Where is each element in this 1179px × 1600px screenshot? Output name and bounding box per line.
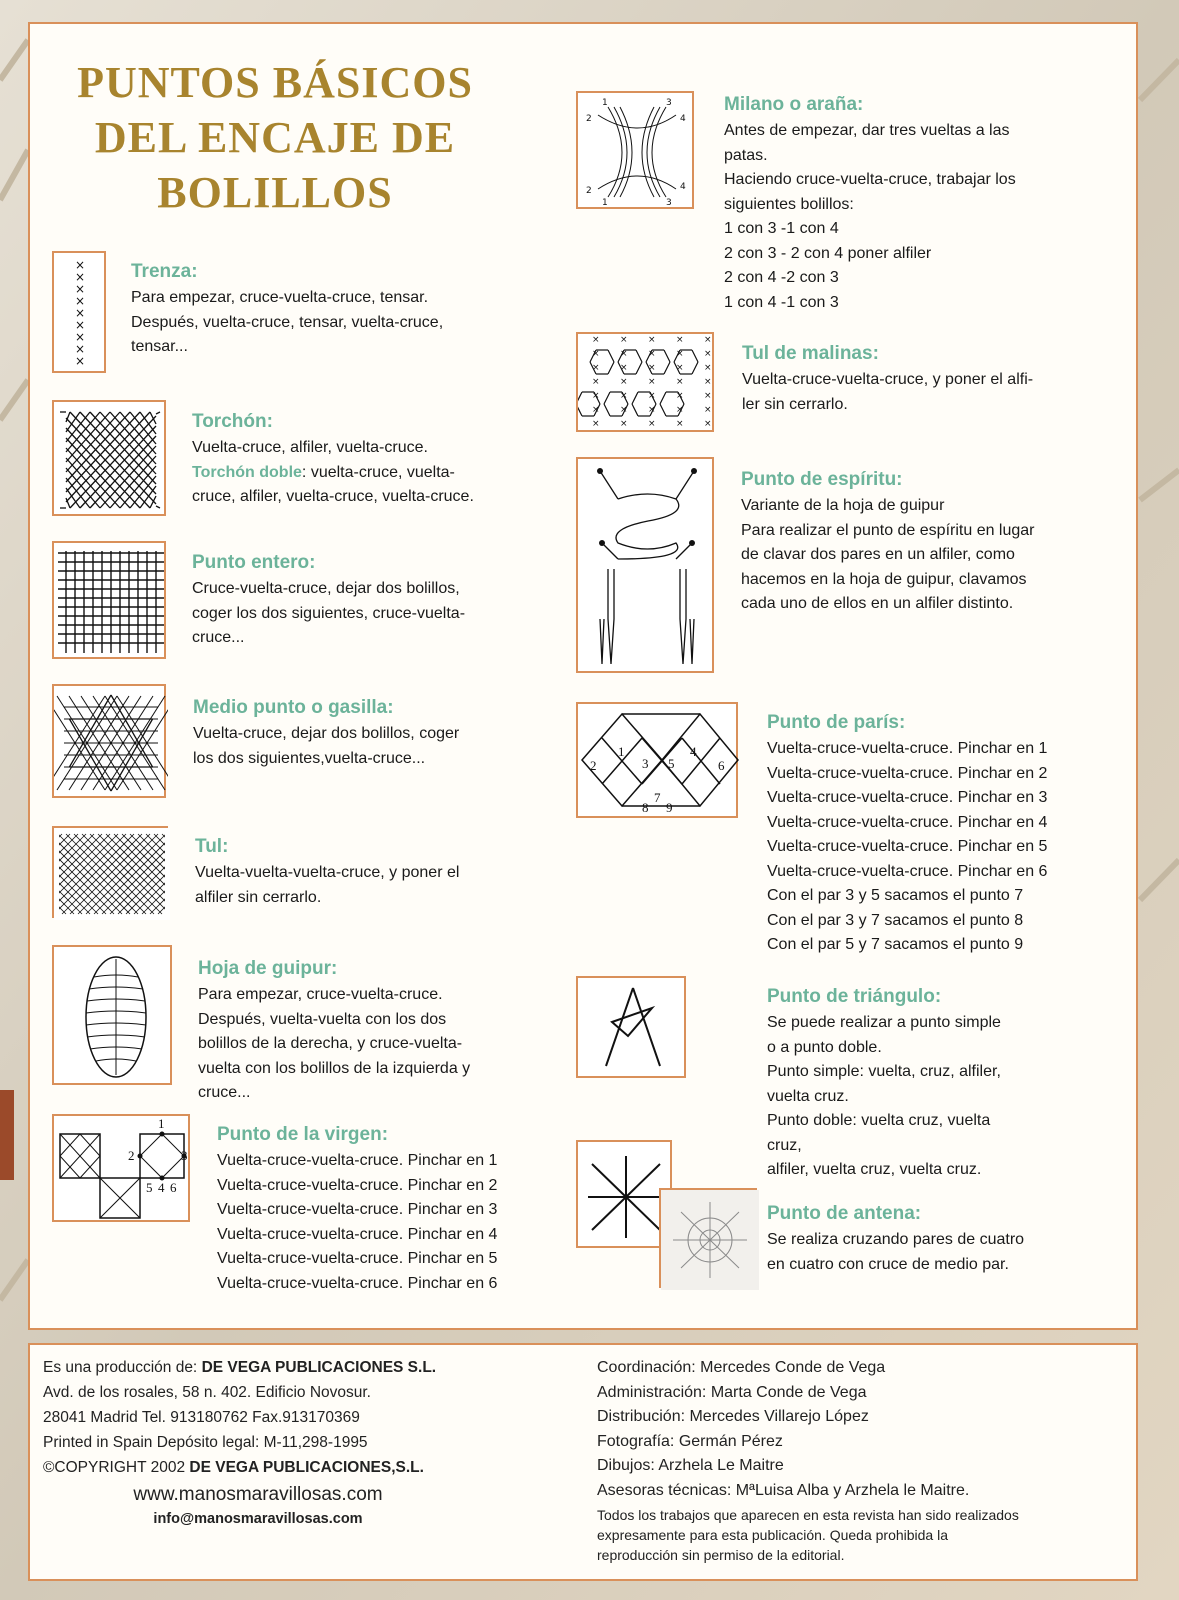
svg-text:×: ×: [704, 377, 712, 387]
section-title: Tul de malinas:: [742, 343, 879, 364]
svg-text:×: ×: [592, 419, 600, 429]
paris-diagram: [576, 702, 738, 818]
svg-text:×: ×: [648, 335, 656, 345]
website-link[interactable]: www.manosmaravillosas.com: [133, 1484, 383, 1505]
section-title: Milano o araña:: [724, 94, 864, 115]
svg-text:×: ×: [704, 349, 712, 359]
svg-text:4: 4: [680, 114, 686, 124]
svg-text:×: ×: [592, 405, 600, 415]
svg-text:×: ×: [620, 405, 628, 415]
copyright-note: Todos los trabajos que aparecen en esta revista han sido realizados expresamente para esta publicación. Queda prohibida la reproducción sin permiso de la editorial.: [597, 1507, 1019, 1563]
svg-text:5: 5: [668, 756, 675, 771]
svg-text:×: ×: [74, 282, 86, 296]
section-title: Trenza:: [131, 261, 198, 282]
svg-text:×: ×: [648, 349, 656, 359]
section-title: Punto de espíritu:: [741, 469, 903, 490]
svg-text:×: ×: [704, 391, 712, 401]
svg-text:×: ×: [620, 363, 628, 373]
milano-diagram: [576, 91, 694, 209]
svg-text:4: 4: [680, 182, 686, 192]
svg-text:6: 6: [718, 758, 725, 773]
section-text: Para empezar, cruce-vuelta-cruce. Después, vuelta-vuelta con los dos bolillos de la derecha, y cruce-vuelta- vuelta con los bolillos de la izquierda y cruce...: [198, 986, 471, 1101]
entero-diagram: [52, 541, 166, 659]
section-title: Punto de antena:: [767, 1203, 922, 1224]
svg-text:×: ×: [620, 391, 628, 401]
section-text: Variante de la hoja de guipur Para realizar el punto de espíritu en lugar de clavar dos pares en un alfiler, como hacemos en la hoja de guipur, clavamos cada uno de ellos en un alfiler distinto.: [741, 497, 1035, 612]
section-triangulo: [767, 986, 1001, 1183]
svg-text:×: ×: [704, 363, 712, 373]
tul-diagram: [52, 826, 168, 918]
section-espiritu: [741, 469, 1035, 617]
section-text: Vuelta-cruce, dejar dos bolillos, coger los dos siguientes,vuelta-cruce...: [193, 725, 460, 767]
torchon-diagram: [52, 400, 166, 516]
subsection-text: : vuelta-cruce, vuelta- cruce, alfiler, vuelta-cruce, vuelta-cruce.: [192, 463, 474, 505]
antena-diagram: [576, 1140, 672, 1248]
svg-text:×: ×: [74, 306, 86, 320]
svg-text:1: 1: [602, 198, 608, 208]
svg-text:8: 8: [642, 800, 649, 815]
svg-text:×: ×: [74, 294, 86, 308]
section-title: Hoja de guipur:: [198, 958, 338, 979]
section-medio: [193, 697, 459, 771]
section-text: Vuelta-vuelta-vuelta-cruce, y poner el alfiler sin cerrarlo.: [195, 864, 460, 906]
svg-text:×: ×: [74, 258, 86, 272]
svg-text:3: 3: [642, 756, 649, 771]
section-tul: [195, 836, 459, 910]
section-text: Vuelta-cruce-vuelta-cruce. Pinchar en 1 Vuelta-cruce-vuelta-cruce. Pinchar en 2 Vuelta-cruce-vuelta-cruce. Pinchar en 3 Vuelta-cruce-vuelta-cruce. Pinchar en 4 Vuelta-cruce-vuelta-cruce. Pinchar en 5 Vuelta-cruce-vuelta-cruce. Pinchar en 6 Con el par 3 y 5 sacamos el punto 7 Con el par 3 y 7 sacamos el punto 8 Con el par 5 y 7 sacamos el punto 9: [767, 740, 1048, 953]
svg-text:5: 5: [146, 1180, 153, 1195]
svg-text:×: ×: [648, 391, 656, 401]
svg-text:1: 1: [602, 98, 608, 108]
trenza-diagram: [52, 251, 106, 373]
section-hoja: [198, 958, 470, 1106]
svg-text:2: 2: [128, 1148, 135, 1163]
section-title: Torchón:: [192, 411, 273, 432]
svg-text:7: 7: [654, 790, 661, 805]
section-title: Medio punto o gasilla:: [193, 697, 394, 718]
svg-text:×: ×: [592, 391, 600, 401]
section-title: Tul:: [195, 836, 229, 857]
svg-text:1: 1: [158, 1116, 165, 1131]
section-milano: [724, 94, 1016, 315]
svg-text:×: ×: [620, 377, 628, 387]
section-text: Antes de empezar, dar tres vueltas a las patas. Haciendo cruce-vuelta-cruce, trabajar los siguientes bolillos: 1 con 3 -1 con 4 2 con 3 - 2 con 4 poner alfiler 2 con 4 -2 con 3 1 con 4 -1 con 3: [724, 122, 1016, 311]
svg-text:×: ×: [676, 363, 684, 373]
svg-text:×: ×: [620, 335, 628, 345]
svg-text:×: ×: [592, 377, 600, 387]
hoja-guipur-diagram: [52, 945, 172, 1085]
svg-text:×: ×: [620, 349, 628, 359]
svg-text:×: ×: [648, 363, 656, 373]
svg-text:×: ×: [704, 405, 712, 415]
svg-text:×: ×: [676, 419, 684, 429]
section-malinas: [742, 343, 1033, 417]
svg-text:4: 4: [158, 1180, 165, 1195]
svg-text:×: ×: [74, 354, 86, 368]
publisher-info: Es una producción de: DE VEGA PUBLICACIONES S.L. Avd. de los rosales, 58 n. 402. Edificio Novosur. 28041 Madrid Tel. 913180762 Fax.913170369 Printed in Spain Depósito legal: M-11,298-1995 ©COPYRIGHT 2002 DE VEGA PUBLICACIONES,S.L. www.manosmaravillosas.com info@manosmaravillosas.com: [43, 1355, 473, 1532]
medio-punto-diagram: [52, 684, 166, 798]
svg-text:4: 4: [690, 744, 697, 759]
svg-text:×: ×: [648, 405, 656, 415]
svg-text:1: 1: [618, 744, 625, 759]
section-text: Cruce-vuelta-cruce, dejar dos bolillos, coger los dos siguientes, cruce-vuelta- cruce...: [192, 580, 466, 646]
svg-text:×: ×: [74, 342, 86, 356]
svg-text:×: ×: [74, 270, 86, 284]
antena-photo: [659, 1188, 757, 1288]
svg-text:×: ×: [704, 335, 712, 345]
section-title: Punto de triángulo:: [767, 986, 942, 1007]
svg-text:×: ×: [676, 377, 684, 387]
svg-text:×: ×: [704, 419, 712, 429]
credits: Coordinación: Mercedes Conde de Vega Administración: Marta Conde de Vega Distribución: Mercedes Villarejo López Fotografía: Germán Pérez Dibujos: Arzhela Le Maitre Asesoras técnicas: MªLuisa Alba y Arzhela le Maitre. Todos los trabajos que aparecen en esta revista han sido realizados expresamente para esta publicación. Queda prohibida la reproducción sin permiso de la editorial.: [597, 1359, 1019, 1563]
section-trenza: [131, 261, 443, 360]
virgen-diagram: [52, 1114, 190, 1222]
section-virgen: [217, 1124, 497, 1296]
section-title: Punto de la virgen:: [217, 1124, 389, 1145]
subsection-title: Torchón doble: [192, 463, 302, 481]
svg-text:×: ×: [676, 335, 684, 345]
page-title: PUNTOS BÁSICOS DEL ENCAJE DE BOLILLOS: [77, 58, 473, 217]
svg-text:3: 3: [666, 198, 672, 208]
section-entero: [192, 552, 465, 651]
email-link[interactable]: info@manosmaravillosas.com: [153, 1511, 363, 1527]
section-text: Para empezar, cruce-vuelta-cruce, tensar. Después, vuelta-cruce, tensar, vuelta-cruce, tensar...: [131, 289, 444, 355]
section-text: Se puede realizar a punto simple o a punto doble. Punto simple: vuelta, cruz, alfiler, vuelta cruz. Punto doble: vuelta cruz, vuelta cruz, alfiler, vuelta cruz, vuelta cruz.: [767, 1014, 1001, 1178]
svg-text:×: ×: [592, 349, 600, 359]
triangulo-diagram: [576, 976, 686, 1078]
svg-text:2: 2: [586, 186, 592, 196]
section-text: Vuelta-cruce, alfiler, vuelta-cruce.: [192, 439, 428, 456]
section-text: Vuelta-cruce-vuelta-cruce. Pinchar en 1 Vuelta-cruce-vuelta-cruce. Pinchar en 2 Vuelta-cruce-vuelta-cruce. Pinchar en 3 Vuelta-cruce-vuelta-cruce. Pinchar en 4 Vuelta-cruce-vuelta-cruce. Pinchar en 5 Vuelta-cruce-vuelta-cruce. Pinchar en 6: [217, 1152, 498, 1292]
svg-text:×: ×: [74, 318, 86, 332]
malinas-diagram: [576, 332, 714, 432]
svg-text:×: ×: [592, 363, 600, 373]
section-antena: [767, 1203, 1024, 1277]
svg-text:2: 2: [586, 114, 592, 124]
svg-text:×: ×: [676, 349, 684, 359]
svg-text:3: 3: [666, 98, 672, 108]
svg-text:×: ×: [74, 330, 86, 344]
svg-text:2: 2: [590, 758, 597, 773]
svg-text:×: ×: [648, 377, 656, 387]
svg-text:×: ×: [648, 419, 656, 429]
svg-text:6: 6: [170, 1180, 177, 1195]
svg-text:×: ×: [620, 419, 628, 429]
section-torchon: [192, 411, 474, 510]
section-text: Se realiza cruzando pares de cuatro en cuatro con cruce de medio par.: [767, 1231, 1025, 1273]
espiritu-diagram: [576, 457, 714, 673]
svg-text:×: ×: [592, 335, 600, 345]
svg-text:9: 9: [666, 800, 673, 815]
section-text: Vuelta-cruce-vuelta-cruce, y poner el alfi- ler sin cerrarlo.: [742, 371, 1034, 413]
svg-text:×: ×: [676, 405, 684, 415]
section-title: Punto de parís:: [767, 712, 906, 733]
section-title: Punto entero:: [192, 552, 316, 573]
section-paris: [767, 712, 1047, 958]
svg-text:×: ×: [676, 391, 684, 401]
svg-text:3: 3: [181, 1148, 188, 1163]
